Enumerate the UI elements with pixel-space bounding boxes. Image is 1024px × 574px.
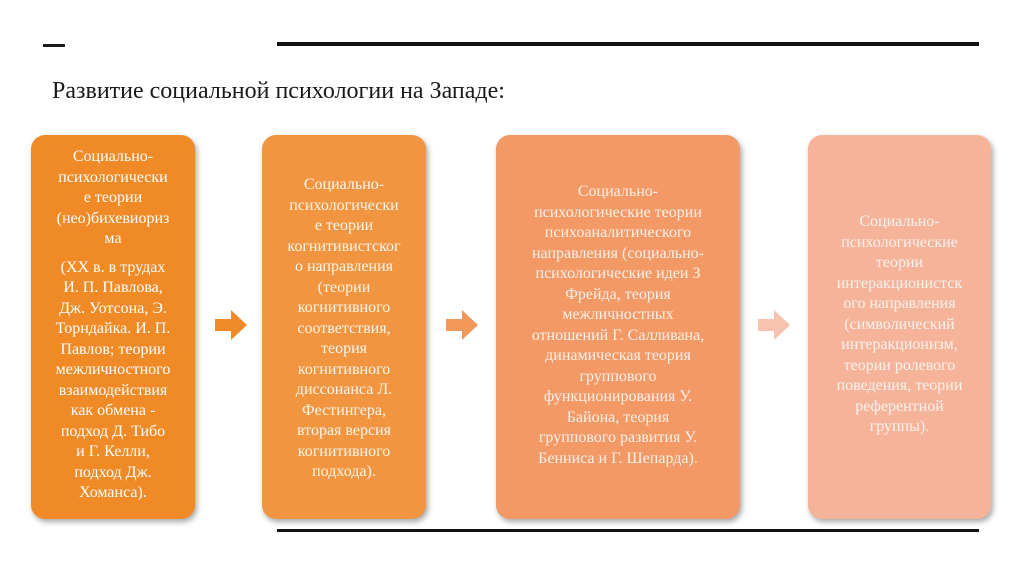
card-interactionism-text: Социально- психологические теории интеракционистск ого направления (символический интеракционизм, теории ролевого поведения, теории референтной группы).	[836, 213, 963, 435]
top-rule	[277, 42, 979, 46]
card-psychoanalysis-text: Социально- психологические теории психоаналитического направления (социально- психологические идеи З Фрейда, теория межличностных отношений Г. Салливана, динамическая теория группового функционирования У. Байона, теория группового развития У. Бенниса и Г. Шепарда).	[531, 183, 705, 467]
bottom-rule	[277, 529, 979, 532]
card-behaviorism-heading: Социально- психологически е теории (нео)бихевиориз ма	[56, 148, 170, 247]
arrow-right-icon	[213, 307, 249, 343]
card-psychoanalysis	[496, 135, 740, 519]
card-behaviorism	[31, 135, 195, 519]
card-cognitivism	[262, 135, 426, 519]
card-interactionism	[808, 135, 991, 519]
arrow-right-icon	[756, 307, 792, 343]
card-behaviorism-body: (XX в. в трудах И. П. Павлова, Дж. Уотсона, Э. Торндайка. И. П. Павлов; теории межличностного взаимодействия как обмена - подход Д. Тибо и Г. Келли, подход Дж. Хоманса).	[55, 258, 171, 501]
card-cognitivism-text: Социально- психологически е теории когнитивистског о направления (теории когнитивного соответствия, теория когнитивного диссонанса Л. Фестингера, вторая версия когнитивного подхода).	[287, 176, 401, 480]
arrow-right-icon	[444, 307, 480, 343]
title-dash	[43, 44, 65, 47]
page-title: Развитие социальной психологии на Западе:	[52, 78, 505, 104]
